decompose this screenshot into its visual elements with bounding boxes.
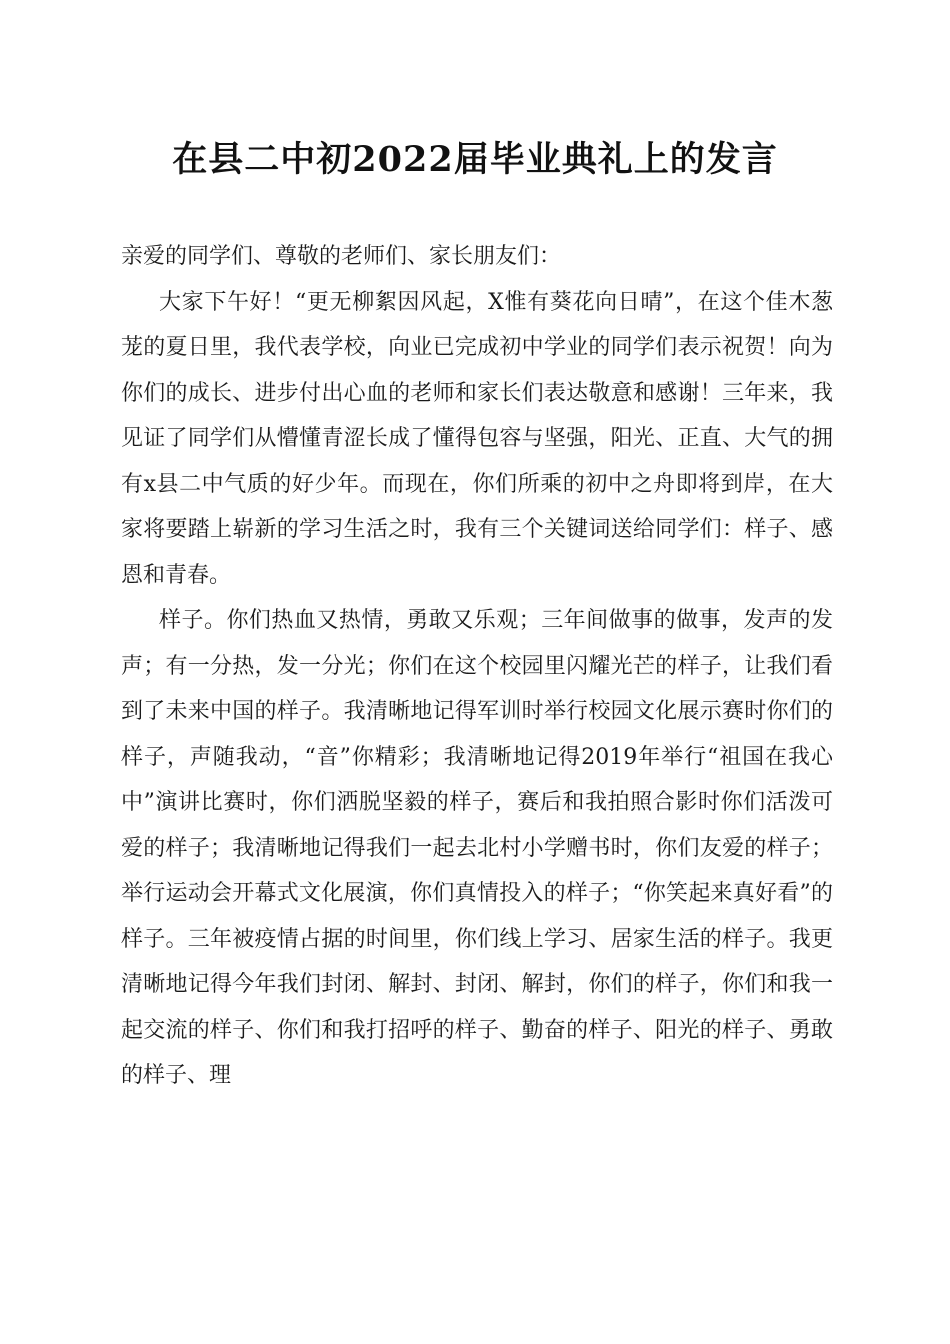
- salutation: 亲爱的同学们、尊敬的老师们、家长朋友们：: [121, 244, 562, 269]
- document-title: 在县二中初2022届毕业典礼上的发言: [172, 139, 778, 180]
- paragraph-yangzi: 样子。你们热血又热情，勇敢又乐观；三年间做事的做事，发声的发声；有一分热，发一分光；你们在这个校园里闪耀光芒的样子，让我们看到了未来中国的样子。我清晰地记得军训时举行校园文化展示赛时你们的样子，声随我动，“音”你精彩；我清晰地记得2019年举行“祖国在我心中”演讲比赛时，你们洒脱坚毅的样子，赛后和我拍照合影时你们活泼可爱的样子；我清晰地记得我们一起去北村小学赠书时，你们友爱的样子；举行运动会开幕式文化展演，你们真情投入的样子；“你笑起来真好看”的样子。三年被疫情占据的时间里，你们线上学习、居家生活的样子。我更清晰地记得今年我们封闭、解封、封闭、解封，你们的样子，你们和我一起交流的样子、你们和我打招呼的样子、勤奋的样子、阳光的样子、勇敢的样子、理: [121, 608, 833, 1088]
- paragraph-greeting: 大家下午好！“更无柳絮因风起，X惟有葵花向日晴”，在这个佳木葱茏的夏日里，我代表学校，向业已完成初中学业的同学们表示祝贺！向为你们的成长、进步付出心血的老师和家长们表达敬意和感谢！三年来，我见证了同学们从懵懂青涩长成了懂得包容与坚强，阳光、正直、大气的拥有x县二中气质的好少年。而现在，你们所乘的初中之舟即将到岸，在大家将要踏上崭新的学习生活之时，我有三个关键词送给同学们：样子、感恩和青春。: [121, 289, 833, 588]
- document-body: [121, 234, 833, 1099]
